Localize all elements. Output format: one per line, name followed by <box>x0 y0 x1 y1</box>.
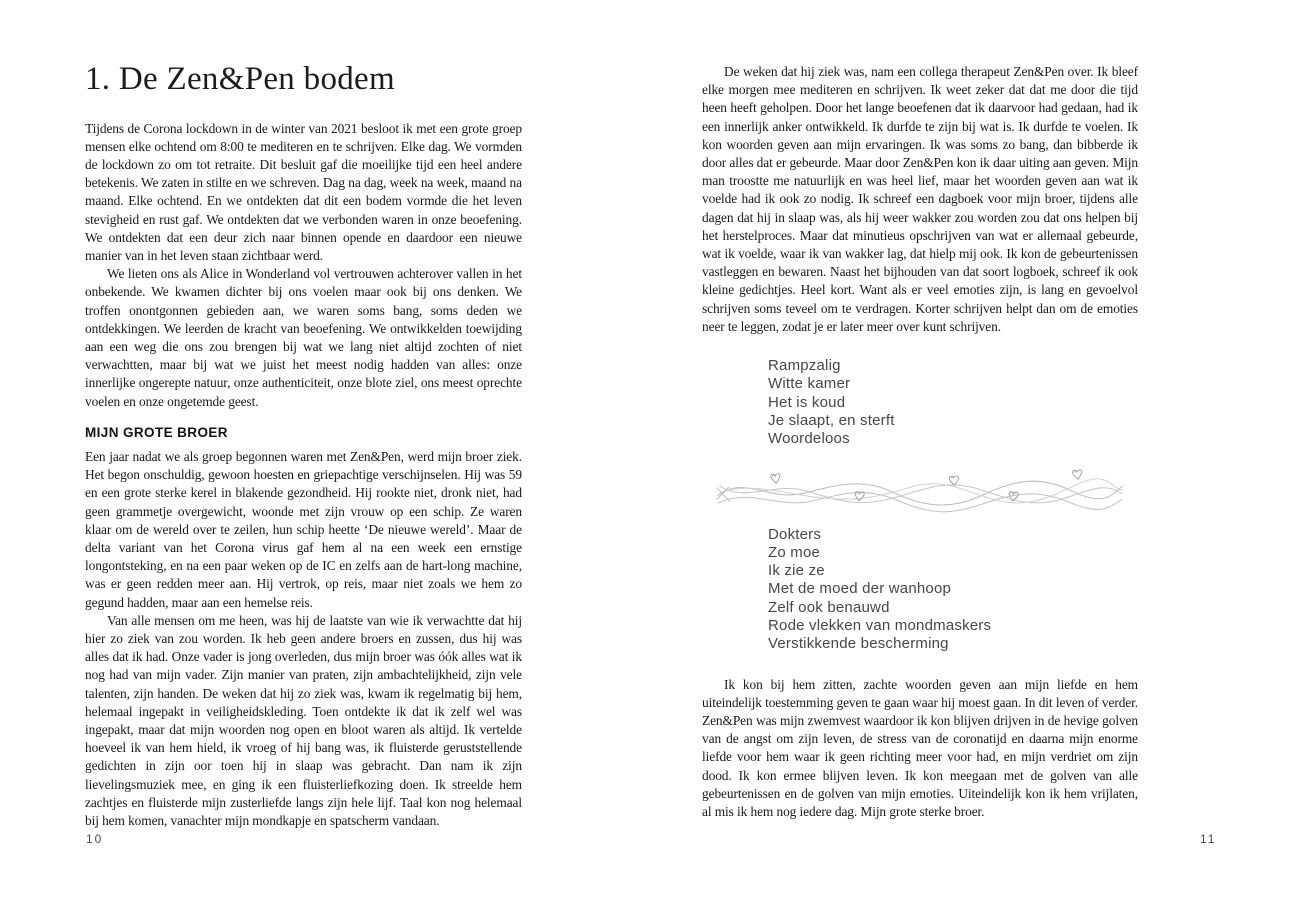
page-left <box>85 62 522 830</box>
poem-line: Verstikkende bescherming <box>768 635 949 653</box>
page-number-left: 10 <box>86 832 104 846</box>
body-paragraph: We lieten ons als Alice in Wonderland vol vertrouwen achterover vallen in het onbekende. We kwamen dichter bij ons voelen maar ook bij ons denken. We troffen onontgonnen gebieden aan, we waren soms bang, soms deden we ontdekkingen. We leerden de kracht van beoefening. We ontwikkelden toewijding aan een weg die ons zou brengen bij wat we lang niet altijd zochten of niet verwachtten, maar bij wat we juist het meest nodig hadden van alles: onze innerlijke ongerepte natuur, onze authenticiteit, onze blote ziel, ons meest oprechte voelen en onze ongetemde geest. <box>85 266 522 409</box>
poem-line: Zelf ook benauwd <box>768 598 890 616</box>
body-paragraph: Tijdens de Corona lockdown in de winter van 2021 besloot ik met een grote groep mensen elke ochtend om 8:00 te mediteren en te schrijven. Elke dag. We vormden de lockdown zo om tot retraite. Dit besluit gaf die moeilijke tijd een heel andere betekenis. We zaten in stilte en we schreven. Dag na dag, week na week, maand na maand. Elke ochtend. En we ontdekten dat dit een bodem vormde die het leven stevigheid en rust gaf. We ontdekten dat we verbonden waren in onze beoefening. We ontdekten dat een deur zich naar binnen opende en daardoor een nieuwe manier van in het leven staan zichtbaar werd. <box>85 120 522 264</box>
poem-line: Rode vlekken van mondmaskers <box>768 617 992 635</box>
heart-icon <box>1072 469 1082 479</box>
poem-line: Woordeloos <box>768 430 850 448</box>
poem-line: Het is koud <box>768 393 846 411</box>
poem-line: Dokters <box>768 525 822 543</box>
body-paragraph: Een jaar nadat we als groep begonnen waren met Zen&Pen, werd mijn broer ziek. Het begon onschuldig, gewoon hoesten en griepachtige verschijnselen. Hij was 59 en een grote sterke kerel in blakende gezondheid. Hij rookte niet, dronk niet, had geen grammetje overgewicht, woonde met zijn vrouw op een schip. Ze waren klaar om de wereld over te zeilen, hun schip heette ‘De nieuwe wereld’. Maar de delta variant van het Corona virus gaf hem al na een week een ernstige longontsteking, en na een paar weken op de IC en zelfs aan de hart-long machine, was er geen redden meer aan. Hij vertrok, op reis, maar niet zoals we hem zo gegund hadden, maar aan een hemelse reis. <box>85 448 522 610</box>
heart-icon <box>771 473 781 483</box>
heart-wave-divider <box>716 462 1124 516</box>
poem-line: Met de moed der wanhoop <box>768 580 952 598</box>
heart-icon <box>949 475 959 485</box>
poem-line: Zo moe <box>768 543 821 561</box>
section-heading: MIJN GROTE BROER <box>85 424 228 440</box>
chapter-title: 1. De Zen&Pen bodem <box>85 61 395 97</box>
poem-line: Je slaapt, en sterft <box>768 411 895 429</box>
body-paragraph: Van alle mensen om me heen, was hij de laatste van wie ik verwachtte dat hij hier zo ziek van zou worden. Ik heb geen andere broers en zussen, dus hij was alles dat ik had. Onze vader is jong overleden, dus mijn broer was óók alles wat ik nog had van mijn vader. Zijn manier van praten, zijn ambachtelijkheid, zijn vele talenten, zijn handen. De weken dat hij zo ziek was, kwam ik regelmatig bij hem, helemaal ingepakt in veiligheidskleding. Toen ontdekte ik dat ik zelf wel was ingepakt, maar dat mijn woorden nog open en bloot waren als altijd. Ik vertelde hoeveel ik van hem hield, ik vroeg of hij bang was, ik fluisterde geruststellende gedichten in zijn oor toen hij in slaap was gebracht. Dan nam ik zijn lievelingsmuziek mee, en ging ik een fluisterliefkozing doen. Ik streelde hem zachtjes en fluisterde mijn zusterliefde langs zijn hele lijf. Taal kon nog helemaal bij hem komen, vanachter mijn mondkapje en spatscherm vandaan. <box>85 612 522 828</box>
poem-line: Witte kamer <box>768 375 851 393</box>
body-paragraph: De weken dat hij ziek was, nam een collega therapeut Zen&Pen over. Ik bleef elke morgen mee mediteren en schrijven. Ik weet zeker dat dat me door die tijd heen heeft geholpen. Door het lange beoefenen dat ik daarvoor had gedaan, had ik een innerlijk anker ontwikkeld. Ik durfde te zijn bij wat is. Ik durfde te voelen. Ik kon woorden geven aan mijn ervaringen. Ik was soms zo bang, dan bibberde ik door alles dat er gebeurde. Maar door Zen&Pen kon ik daar uiting aan geven. Mijn man troostte me natuurlijk en was heel lief, maar het woorden geven aan wat ik voelde had ik ook zo nodig. Ik schreef een dagboek voor mijn broer, tijdens alle dagen dat hij in slaap was, als hij weer wakker zou worden zou dat ons helpen bij het herstelproces. Maar dat minutieus opschrijven van wat er allemaal gebeurde, wat ik voelde, waar ik van wakker lag, dat hielp mij ook. Ik kon de gebeurtenissen vastleggen en bewaren. Naast het bijhouden van dat soort logboek, schreef ik ook kleine gedichtjes. Heel kort. Want als er veel emoties zijn, is lang en gevoelvol schrijven soms teveel om te verdragen. Korter schrijven helpt dan om de emoties neer te leggen, zodat je er later meer over kunt schrijven. <box>702 64 1138 334</box>
wave-lines <box>717 478 1122 511</box>
page-number-right: 11 <box>1200 832 1217 846</box>
poem-line: Rampzalig <box>768 357 841 375</box>
poem-first <box>768 357 1138 448</box>
poem-line: Ik zie ze <box>768 562 825 580</box>
poem-second <box>768 526 1138 654</box>
body-paragraph: Ik kon bij hem zitten, zachte woorden geven aan mijn liefde en hem uiteindelijk toestemming geven te gaan waar hij moest gaan. In dit leven of verder. Zen&Pen was mijn zwemvest waardoor ik kon blijven drijven in de hevige golven van de angst om zijn leven, de stress van de coronatijd en daarna mijn enorme liefde voor hem waar ik geen richting meer voor had, en mijn verdriet om zijn dood. Ik kon ermee blijven leven. Ik kon meegaan met de golven van alle gebeurtenissen en de golven van mijn emoties. Uiteindelijk kon ik hem vrijlaten, al mis ik hem nog iedere dag. Mijn grote sterke broer. <box>702 676 1138 820</box>
page-right <box>702 63 1138 821</box>
